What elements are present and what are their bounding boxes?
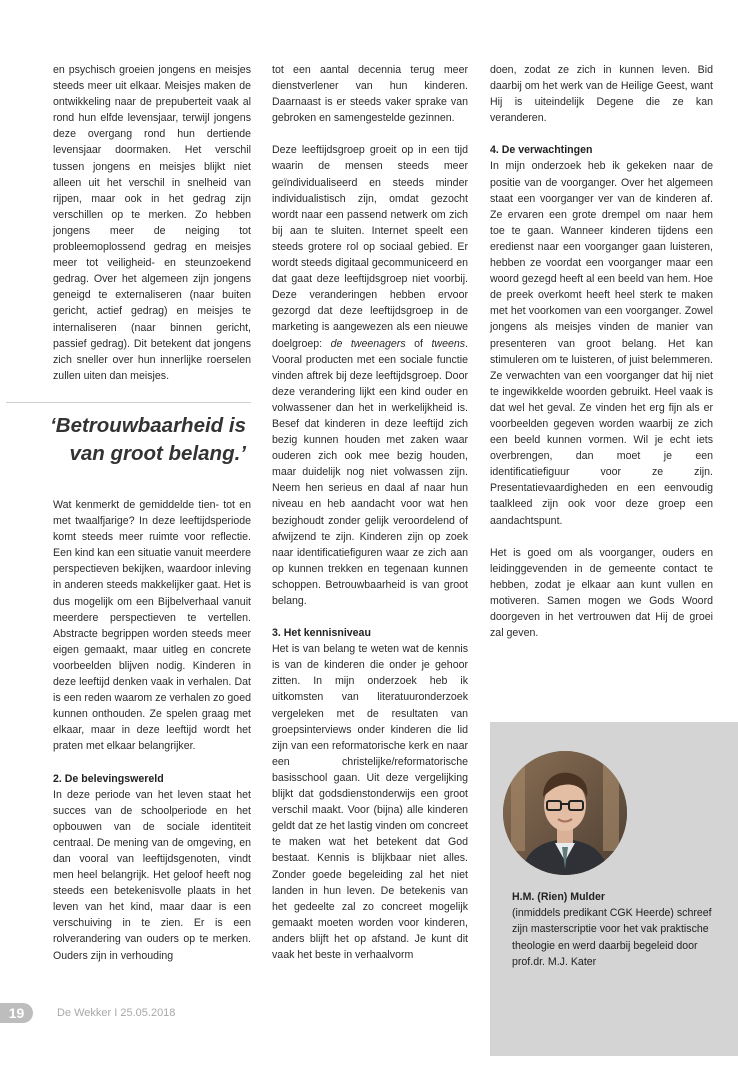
pull-quote: ‘Betrouwbaarheid is van groot belang.’ — [50, 414, 246, 465]
author-bio — [512, 889, 724, 970]
paragraph: In mijn onderzoek heb ik gekeken naar de positie van de voorganger. Over het algemeen staat een voorganger ver van de kinderen af. Ze ervaren een grote drempel om naar hem toe te gaan. Wanneer kinderen tijdens een eredienst naar een voorganger gaan luisteren, hebben ze voordat een voorganger maar een woord gezegd heeft al een beeld van hem. Hoe de preek overkomt heeft heel sterk te maken met het voorkomen van een voorganger. Zowel jongens als meisjes vinden de manier van presenteren van groot belang. Het kan stimuleren om te luisteren, of juist belemmeren. Ze verwachten van een voorganger dat hij niet te ingewikkelde woorden gebruikt. Heel vaak is dat wel het geval. Ze vinden het erg fijn als er voorbeelden gegeven worden waarbij ze zich een beeld kunnen vormen. Wil je echt iets overbrengen, dan moet je een identificatiefiguur voor ze zijn. Presentatievaardigheden en een eenvoudig taalkleed zijn ook voor deze groep een aandachtspunt. — [490, 160, 713, 527]
footer-publication: De Wekker I 25.05.2018 — [57, 1007, 176, 1019]
paragraph: en psychisch groeien jongens en meisjes steeds meer uit elkaar. Meisjes maken de ontwikkeling naar de prepuberteit vaak al rond hun elfde levensjaar, terwijl jongens deze overgang rond hun dertiende levensjaar doormaken. Het verschil tussen jongens en meisjes blijkt niet alleen uit het verschil in snelheid van rijpen, maar ook in het gedrag zijn verschillen op te merken. Zo hebben jongens meer de neiging tot probleemoplossend gedrag en meisjes meer tot veiligheid- en steunzoekend gedrag. Over het algemeen zijn jongens geneigd te externaliseren (naar buiten gericht, actief gedrag) en meisjes te internaliseren (naar binnen gericht, passief gedrag). Dit betekent dat jongens zich sneller over hun innerlijke roerselen zullen uiten dan meisjes. — [53, 64, 251, 382]
paragraph: tot een aantal decennia terug meer dienstverlener van hun kinderen. Daarnaast is er steeds vaker sprake van gebroken en samengestelde gezinnen. — [272, 64, 468, 125]
section-heading: 3. Het kennisniveau — [272, 627, 371, 640]
paragraph: In deze periode van het leven staat het succes van de schoolperiode en het opbouwen van de sociale identiteit centraal. De mening van de omgeving, en dan vooral van leeftijdsgenoten, vindt men heel belangrijk. Het geloof heeft nog steeds een betekenisvolle plaats in het leven van het kind, maar daar is een verschuiving in te zien. Er is een rolverandering van ouders op te merken. Ouders zijn in verhouding — [53, 788, 251, 962]
column-1-top — [53, 62, 251, 400]
author-name: H.M. (Rien) Mulder — [512, 891, 605, 903]
paragraph — [272, 142, 468, 609]
author-description: (inmiddels predikant CGK Heerde) schreef zijn masterscriptie voor het vak praktische theologie en werd daarbij begeleid door prof.dr. M.J. Kater — [512, 907, 712, 968]
text-run: . Vooral producten met een sociale functie vinden aftrek bij deze leeftijdsgroep. Door deze verandering lijkt een kind ouder en volwassener dan het in werkelijkheid is. Besef dat kinderen in deze leeftijd zich bezig kunnen houden met zaken waar ouderen zich ook mee bezig houden, maar duidelijk nog niet volwassen zijn. Neem hen serieus en daal af naar hun niveau en heb aandacht voor wat hen bezighoudt zonder gelijk veroordelend of afwijzend te zijn. Kinderen zijn op zoek naar identificatiefiguren waar ze zich aan op kunnen trekken en tegenaan kunnen schoppen. Betrouwbaarheid is van groot belang. — [272, 337, 469, 607]
column-3 — [490, 62, 713, 657]
paragraph: Het is van belang te weten wat de kennis is van de kinderen die onder je gehoor zitten. In mijn onderzoek heb ik uitkomsten van literatuuronderzoek vergeleken met de resultaten van groepsinterviews onder kinderen die lid zijn van een reformatorische kerk en naar een christelijke/reformatorische basisschool gaan. Uit deze vergelijking blijkt dat godsdienstonderwijs een groot verschil maakt. Voor (bijna) alle kinderen geldt dat ze het lastig vinden om concreet te maken wat het betekent dat God bestaat. Kennis is blijkbaar niet alles. Zonder goede begeleiding zal het niet landen in hun leven. De betekenis van het gedeelte zal zo concreet mogelijk gemaakt moeten worden voor kinderen, anders blijft het op afstand. Je kunt dit vaak het beste in verhaalvorm — [272, 643, 468, 961]
column-2 — [272, 62, 468, 979]
section-heading: 2. De belevingswereld — [53, 772, 164, 785]
paragraph: doen, zodat ze zich in kunnen leven. Bid daarbij om het werk van de Heilige Geest, want Hij is uiteindelijk Degene die ze kan veranderen. — [490, 64, 713, 125]
author-photo — [503, 751, 627, 875]
paragraph: Wat kenmerkt de gemiddelde tien- tot en met twaalfjarige? In deze leeftijdsperiode komt steeds meer ruimte voor reflectie. Een kind kan een situatie vanuit meerdere perspectieven bekijken, waardoor inleving in anderen steeds makkelijker gaat. Het is dus mogelijk om een Bijbelverhaal vanuit meerdere perspectieven te vertellen. Abstracte begrippen worden steeds meer eigen gemaakt, maar uitleg en concrete voorbeelden blijven nodig. Kinderen in deze leeftijd denken vaak in verhalen. Dat is een reden waarom ze verhalen zo goed kunnen onthouden. Ze spelen graag met elkaar, maar in deze leeftijd wordt het praten met elkaar belangrijker. — [53, 499, 251, 753]
page-number: 19 — [0, 1003, 33, 1023]
portrait-image — [503, 751, 627, 875]
text-run: Deze leeftijdsgroep groeit op in een tijd waarin de mensen steeds meer geïndividualiseerd en steeds minder individualistisch zijn, omdat gezocht wordt naar een passend netwerk om zich bij aan te sluiten. Internet speelt een steeds grotere rol op sociaal gebied. Er wordt steeds digitaal gecommuniceerd en dat gaat deze leeftijdsgroep niet voorbij. Deze veranderingen hebben ervoor gezorgd dat deze leeftijdsgroep in de marketing is aangewezen als een nieuwe doelgroep: — [272, 144, 468, 350]
emphasis: tweens — [431, 337, 466, 350]
quote-divider — [6, 402, 251, 403]
paragraph: Het is goed om als voorganger, ouders en leidinggevenden in de gemeente contact te hebben, zodat je elkaar aan kunt vullen en motiveren. Samen mogen we Gods Woord doorgeven in het vertrouwen dat Hij de groei zal geven. — [490, 546, 713, 640]
text-run: of — [405, 337, 432, 350]
column-1-bottom — [53, 497, 251, 980]
emphasis: de tweenagers — [330, 337, 406, 350]
section-heading: 4. De verwachtingen — [490, 144, 593, 157]
